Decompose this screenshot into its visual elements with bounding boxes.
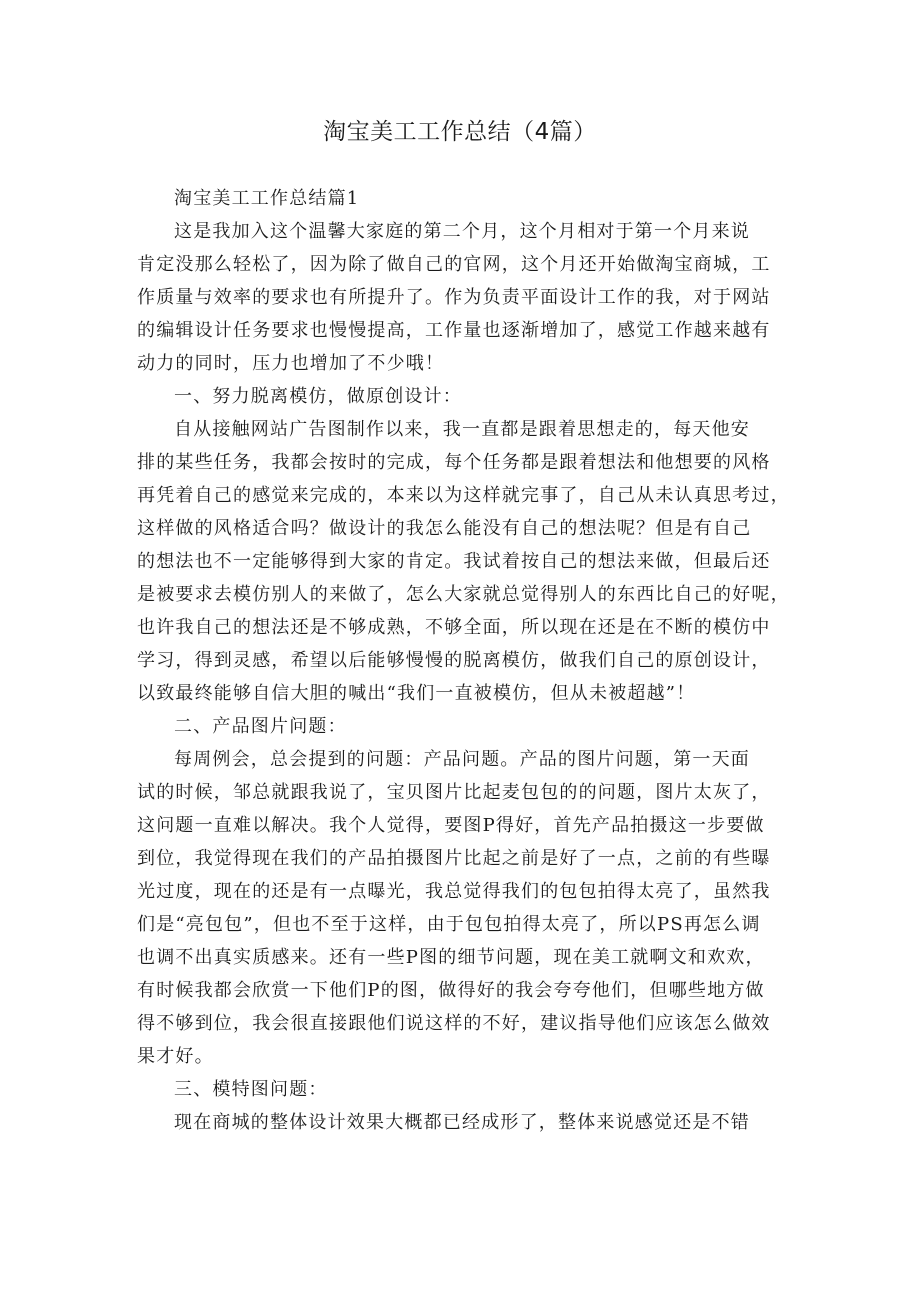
- paragraph: [137, 1106, 789, 1139]
- paragraph: [137, 1073, 789, 1106]
- paragraph-line: 这是我加入这个温馨大家庭的第二个月，这个月相对于第一个月来说: [174, 221, 750, 242]
- paragraph-line: 以致最终能够自信大胆的喊出“我们一直被模仿，但从未被超越”！: [137, 683, 696, 704]
- paragraph-line: 果才好。: [137, 1046, 214, 1067]
- paragraph: [137, 215, 789, 380]
- paragraph-line: 也许我自己的想法还是不够成熟，不够全面，所以现在还是在不断的模仿中: [137, 617, 771, 638]
- paragraph-line: 得不够到位，我会很直接跟他们说这样的不好，建议指导他们应该怎么做效: [137, 1013, 771, 1034]
- paragraph-line: 一、努力脱离模仿，做原创设计：: [174, 386, 462, 407]
- document-title: 淘宝美工工作总结（4篇）: [323, 119, 597, 145]
- paragraph-line: 肯定没那么轻松了，因为除了做自己的官网，这个月还开始做淘宝商城，工: [137, 254, 771, 275]
- paragraph-line: 有时候我都会欣赏一下他们P的图，做得好的我会夸夸他们，但哪些地方做: [137, 980, 765, 1001]
- paragraph: [137, 743, 789, 1073]
- paragraph-line: 作质量与效率的要求也有所提升了。作为负责平面设计工作的我，对于网站: [137, 287, 771, 308]
- paragraph-line: 二、产品图片问题：: [174, 716, 347, 737]
- paragraph-line: 学习，得到灵感，希望以后能够慢慢的脱离模仿，做我们自己的原创设计，: [137, 650, 771, 671]
- paragraph-line: 自从接触网站广告图制作以来，我一直都是跟着思想走的，每天他安: [174, 419, 750, 440]
- paragraph-line: 试的时候，邹总就跟我说了，宝贝图片比起麦包包的的问题，图片太灰了，: [137, 782, 771, 803]
- paragraph: [137, 380, 789, 413]
- paragraph-line: 光过度，现在的还是有一点曝光，我总觉得我们的包包拍得太亮了，虽然我: [137, 881, 771, 902]
- document-body: [137, 182, 789, 1139]
- paragraph-line: 们是“亮包包”，但也不至于这样，由于包包拍得太亮了，所以PS再怎么调: [137, 914, 761, 935]
- paragraph-line: 每周例会，总会提到的问题：产品问题。产品的图片问题，第一天面: [174, 749, 750, 770]
- paragraph-line: 这问题一直难以解决。我个人觉得，要图P得好，首先产品拍摄这一步要做: [137, 815, 765, 836]
- paragraph-line: 这样做的风格适合吗？做设计的我怎么能没有自己的想法呢？但是有自己: [137, 518, 752, 539]
- paragraph: [137, 710, 789, 743]
- paragraph-line: 排的某些任务，我都会按时的完成，每个任务都是跟着想法和他想要的风格: [137, 452, 771, 473]
- paragraph-line: 再凭着自己的感觉来完成的，本来以为这样就完事了，自己从未认真思考过，: [137, 485, 790, 506]
- section-subtitle: 淘宝美工工作总结篇1: [174, 188, 360, 209]
- paragraph-line: 动力的同时，压力也增加了不少哦！: [137, 353, 445, 374]
- paragraph-line: 的编辑设计任务要求也慢慢提高，工作量也逐渐增加了，感觉工作越来越有: [137, 320, 771, 341]
- paragraph-line: 三、模特图问题：: [174, 1079, 328, 1100]
- paragraph-line: 也调不出真实质感来。还有一些P图的细节问题，现在美工就啊文和欢欢，: [137, 947, 765, 968]
- paragraph-line: 是被要求去模仿别人的来做了，怎么大家就总觉得别人的东西比自己的好呢，: [137, 584, 790, 605]
- paragraph-line: 到位，我觉得现在我们的产品拍摄图片比起之前是好了一点，之前的有些曝: [137, 848, 771, 869]
- paragraph: [137, 413, 789, 710]
- paragraph-line: 的想法也不一定能够得到大家的肯定。我试着按自己的想法来做，但最后还: [137, 551, 771, 572]
- paragraph-line: 现在商城的整体设计效果大概都已经成形了，整体来说感觉还是不错: [174, 1112, 750, 1133]
